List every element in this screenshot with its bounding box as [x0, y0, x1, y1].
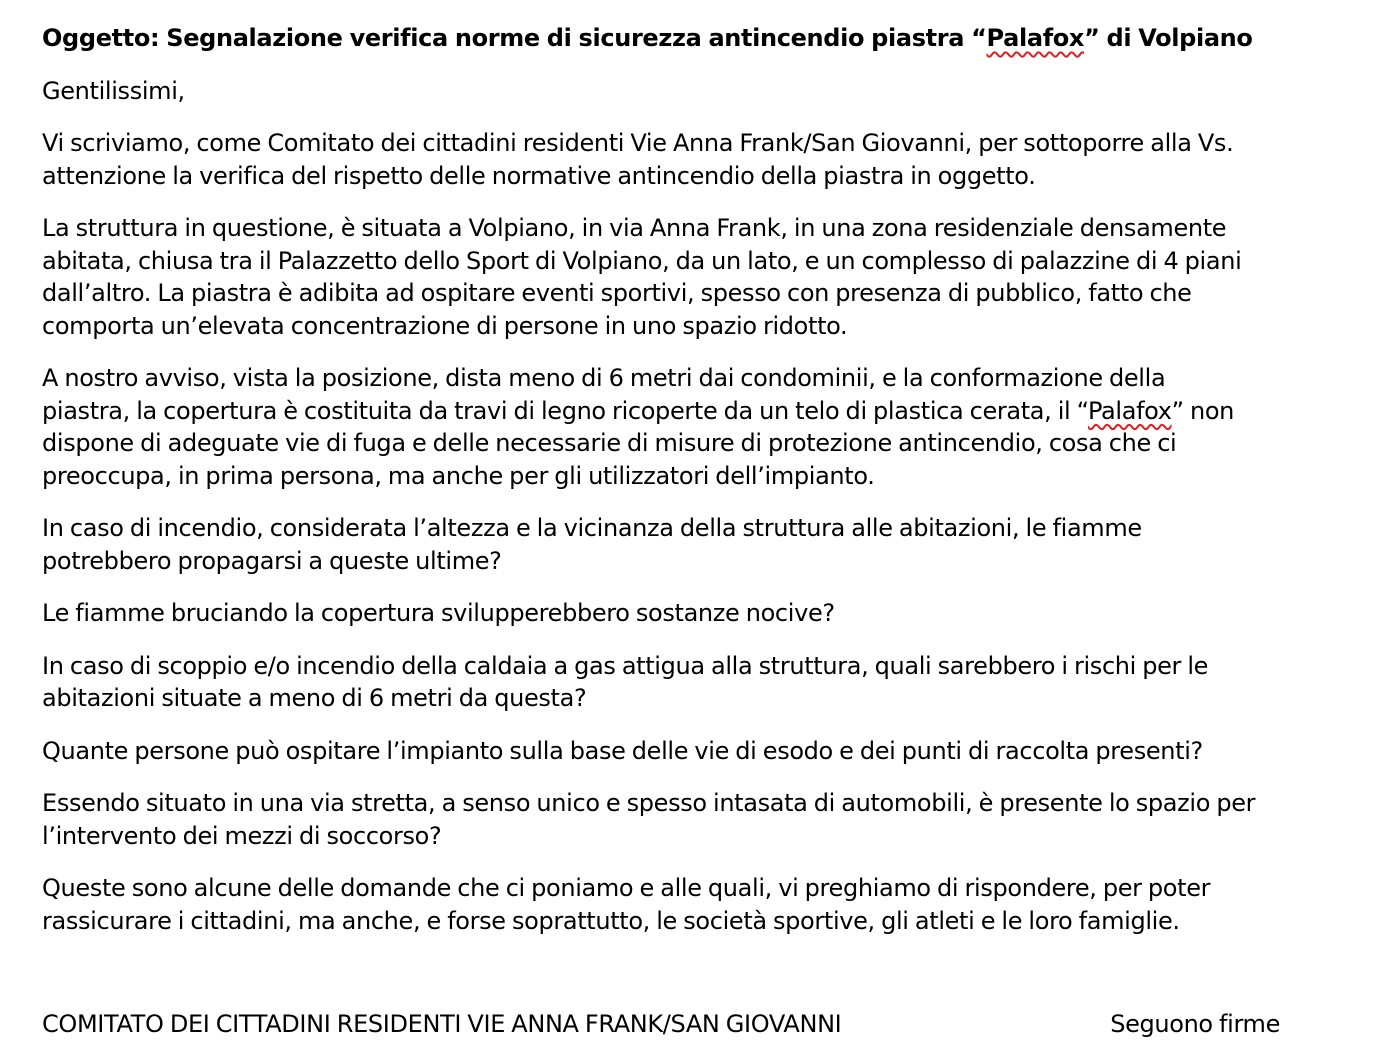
paragraph-1 — [42, 127, 1362, 192]
paragraph-4-line-1: In caso di incendio, considerata l’altezza e la vicinanza della struttura alle abitazioni, le fiamme — [42, 514, 1142, 542]
paragraph-2-line-1: La struttura in questione, è situata a Volpiano, in via Anna Frank, in una zona residenziale densamente — [42, 214, 1227, 242]
signatures-note: Seguono firme — [1110, 1010, 1280, 1038]
paragraph-9-line-2: rassicurare i cittadini, ma anche, e forse soprattutto, le società sportive, gli atleti e le loro famiglie. — [42, 906, 1180, 935]
subject-prefix: Oggetto: Segnalazione verifica norme di sicurezza antincendio piastra “ — [42, 24, 987, 52]
paragraph-4-line-2: potrebbero propagarsi a queste ultime? — [42, 546, 502, 575]
paragraph-2-line-4: comporta un’elevata concentrazione di persone in uno spazio ridotto. — [42, 311, 848, 340]
paragraph-3-line-2 — [42, 395, 1362, 428]
paragraph-3-line-3: dispone di adeguate vie di fuga e delle necessarie di misure di protezione antincendio, cosa che ci — [42, 429, 1177, 457]
paragraph-6 — [42, 650, 1362, 715]
committee-name: COMITATO DEI CITTADINI RESIDENTI VIE ANNA FRANK/SAN GIOVANNI — [42, 1010, 842, 1038]
paragraph-2-line-3: dall’altro. La piastra è adibita ad ospitare eventi sportivi, spesso con presenza di pubblico, fatto che — [42, 279, 1192, 307]
paragraph-3 — [42, 362, 1362, 492]
paragraph-2 — [42, 212, 1362, 342]
greeting — [42, 75, 1362, 108]
paragraph-3-line-4: preoccupa, in prima persona, ma anche per gli utilizzatori dell’impianto. — [42, 461, 875, 490]
paragraph-3-line-2-prefix: piastra, la copertura è costituita da travi di legno ricoperte da un telo di plastica cerata, il “ — [42, 396, 1088, 425]
paragraph-8-line-2: l’intervento dei mezzi di soccorso? — [42, 821, 442, 850]
paragraph-6-line-2: abitazioni situate a meno di 6 metri da questa? — [42, 684, 587, 712]
paragraph-1-line-1: Vi scriviamo, come Comitato dei cittadini residenti Vie Anna Frank/San Giovanni, per sottoporre alla Vs. — [42, 129, 1234, 157]
paragraph-6-line-1: In caso di scoppio e/o incendio della caldaia a gas attigua alla struttura, quali sarebbero i rischi per le — [42, 651, 1209, 680]
greeting-text: Gentilissimi, — [42, 76, 185, 105]
subject-suffix: ” di Volpiano — [1084, 24, 1253, 52]
subject-line — [42, 22, 1362, 55]
document-body — [42, 22, 1362, 957]
paragraph-5 — [42, 597, 1362, 630]
paragraph-8 — [42, 787, 1362, 852]
paragraph-9 — [42, 872, 1362, 937]
paragraph-7 — [42, 735, 1362, 768]
paragraph-9-line-1: Queste sono alcune delle domande che ci poniamo e alle quali, vi preghiamo di rispondere, per poter — [42, 874, 1211, 902]
subject-name-misspelled: Palafox — [986, 24, 1085, 52]
paragraph-1-line-2: attenzione la verifica del rispetto delle normative antincendio della piastra in oggetto. — [42, 161, 1036, 190]
paragraph-3-line-1: A nostro avviso, vista la posizione, dista meno di 6 metri dai condominii, e la conformazione della — [42, 364, 1166, 392]
paragraph-2-line-2: abitata, chiusa tra il Palazzetto dello Sport di Volpiano, da un lato, e un complesso di palazzine di 4 piani — [42, 246, 1242, 275]
paragraph-7-line-1: Quante persone può ospitare l’impianto sulla base delle vie di esodo e dei punti di raccolta presenti? — [42, 736, 1203, 765]
paragraph-4 — [42, 512, 1362, 577]
paragraph-5-line-1: Le fiamme bruciando la copertura svilupperebbero sostanze nocive? — [42, 599, 835, 627]
paragraph-3-name-misspelled: Palafox — [1088, 396, 1172, 425]
paragraph-8-line-1: Essendo situato in una via stretta, a senso unico e spesso intasata di automobili, è presente lo spazio per — [42, 789, 1256, 817]
paragraph-3-line-2-suffix: ” non — [1171, 396, 1235, 425]
